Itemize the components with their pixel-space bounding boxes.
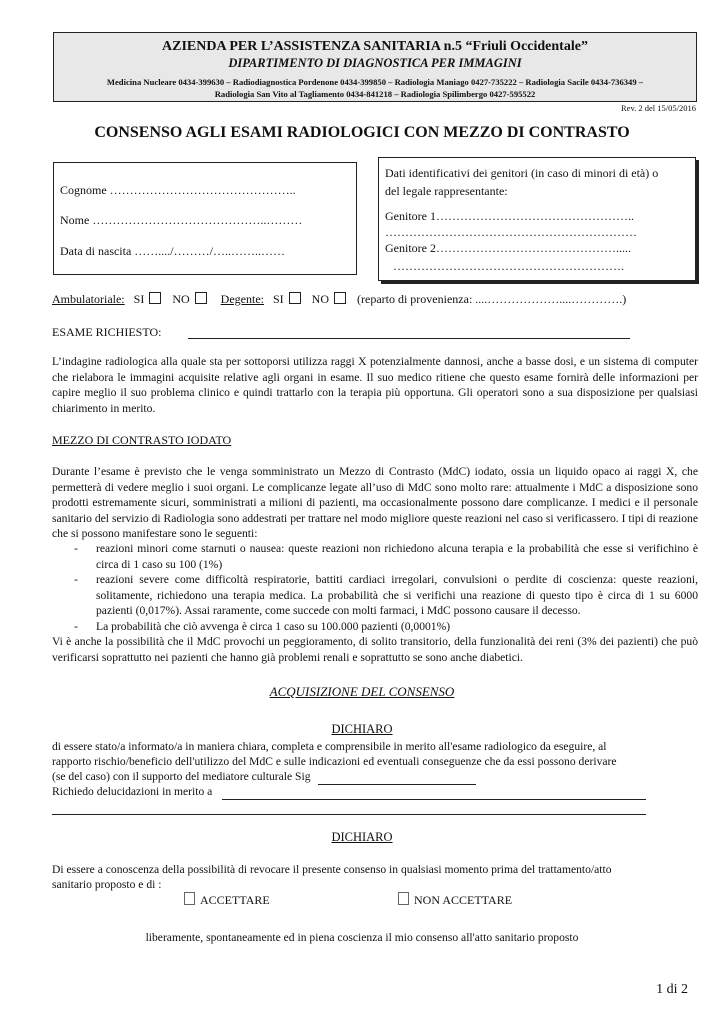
declaration-block bbox=[52, 739, 698, 799]
contrast-section-heading: MEZZO DI CONTRASTO IODATO bbox=[52, 433, 232, 447]
exam-label: ESAME RICHIESTO: bbox=[52, 325, 162, 339]
birthdate-field[interactable]: Data di nascita ……..../………/…..……..…… bbox=[60, 244, 285, 258]
closing-statement: liberamente, spontaneamente ed in piena coscienza il mio consenso all'atto sanitario proposto bbox=[145, 931, 579, 944]
admission-row bbox=[52, 292, 626, 307]
intro-paragraph: L’indagine radiologica alla quale sta per sottoporsi utilizza raggi X potenzialmente dannosi, anche a basse dosi, e un sistema di computer che rielabora le immagini acquisite relative agli organi in esame. Il suo medico ritiene che questo esame fornirà delle informazioni per capire meglio il suo problema clinico e quindi trattarlo con la terapia più opportuna. Gli operatori sono a sua disposizione per qualsiasi chiarimento in merito. bbox=[52, 355, 698, 415]
accept-label: ACCETTARE bbox=[200, 893, 270, 907]
reject-label: NON ACCETTARE bbox=[414, 893, 513, 907]
header-box bbox=[53, 32, 697, 102]
exam-line[interactable] bbox=[188, 338, 630, 339]
inpatient-no-label: NO bbox=[311, 292, 329, 306]
consent-heading: ACQUISIZIONE DEL CONSENSO bbox=[269, 684, 455, 699]
revision-label: Rev. 2 del 15/05/2016 bbox=[621, 103, 696, 113]
surname-field[interactable]: Cognome ……………………………………….. bbox=[60, 183, 296, 197]
revoke-line-2: sanitario proposto e di : bbox=[52, 878, 162, 891]
revoke-line-1: Di essere a conoscenza della possibilità di revocare il presente consenso in qualsiasi momento prima del trattamento/atto bbox=[52, 863, 612, 876]
declaration-line-1: di essere stato/a informato/a in maniera chiara, completa e comprensibile in merito all'esame radiologico da eseguire, al bbox=[52, 740, 607, 753]
outpatient-label: Ambulatoriale: bbox=[52, 292, 125, 306]
parent-2-field-cont[interactable]: …………………………………………………. bbox=[393, 259, 624, 273]
phones-line-2: Radiologia San Vito al Tagliamento 0434-841218 – Radiologia Spilimbergo 0427-595522 bbox=[214, 89, 536, 99]
contrast-paragraph: Durante l’esame è previsto che le venga somministrato un Mezzo di Contrasto (MdC) iodato, ossia un liquido opaco ai raggi X, che permetterà di vedere meglio i suoi organi. Le complicanze legate all’uso di MdC sono molto rare: attualmente i MdC a disposizione sono prodotti estremamente sicuri, somministrati a milioni di pazienti, ma occasionalmente possono dare complicanze. I medici e il personale sanitario del servizio di Radiologia sono addestrati per trattare nel modo migliore queste reazioni nel caso si verificassero. I tipi di reazione che si possono manifestare sono le seguenti: bbox=[52, 465, 698, 540]
clarification-line[interactable] bbox=[222, 799, 646, 800]
declaration-line-3: (se del caso) con il supporto del mediatore culturale Sig bbox=[52, 770, 311, 783]
outpatient-no-label: NO bbox=[172, 292, 190, 306]
reject-checkbox[interactable] bbox=[398, 892, 409, 905]
kidney-paragraph: Vi è anche la possibilità che il MdC provochi un peggioramento, di solito transitorio, della funzionalità dei reni (3% dei pazienti) che può verificarsi soprattutto nei pazienti che hanno già problemi renali e soprattutto se sono anche diabetici. bbox=[52, 635, 698, 664]
department-name: DIPARTIMENTO DI DIAGNOSTICA PER IMMAGINI bbox=[228, 56, 522, 70]
outpatient-no-checkbox[interactable] bbox=[195, 292, 207, 304]
inpatient-yes-label: SI bbox=[272, 292, 284, 306]
name-field[interactable]: Nome ……………………………………..……… bbox=[60, 213, 303, 227]
inpatient-yes-checkbox[interactable] bbox=[289, 292, 301, 304]
parent-1-field[interactable]: Genitore 1………………………………………….. bbox=[385, 209, 634, 223]
reaction-list bbox=[52, 541, 698, 634]
parent-2-field[interactable]: Genitore 2………………………………………..... bbox=[385, 241, 631, 255]
patient-box bbox=[53, 162, 357, 275]
parent-1-field-cont[interactable]: ……………………………………………………… bbox=[385, 225, 637, 239]
revoke-block bbox=[52, 862, 698, 892]
list-item: - reazioni minori come starnuti o nausea: queste reazioni non richiedono alcuna terapia e la probabilità che esse si verifichino è circa di 1 caso su 100 (1%) bbox=[52, 541, 698, 572]
inpatient-no-checkbox[interactable] bbox=[334, 292, 346, 304]
inpatient-label: Degente: bbox=[220, 292, 264, 306]
ward-field[interactable]: (reparto di provenienza: ....………………....………….) bbox=[357, 292, 627, 306]
guardian-heading-2: del legale rappresentante: bbox=[385, 184, 508, 198]
page-number: 1 di 2 bbox=[656, 982, 688, 997]
accept-option[interactable] bbox=[184, 892, 270, 908]
accept-checkbox[interactable] bbox=[184, 892, 195, 905]
org-name: AZIENDA PER L’ASSISTENZA SANITARIA n.5 “Friuli Occidentale” bbox=[162, 39, 588, 54]
guardian-heading-1: Dati identificativi dei genitori (in caso di minori di età) o bbox=[385, 166, 659, 180]
list-item: - La probabilità che ciò avvenga è circa 1 caso su 100.000 pazienti (0,0001%) bbox=[52, 619, 698, 635]
declare-heading-1: DICHIARO bbox=[331, 722, 393, 736]
declaration-line-2: rapporto rischio/beneficio dell'utilizzo del MdC e sulle indicazioni ed eventuali conseguenze che da essi possono derivare bbox=[52, 755, 617, 768]
guardian-box bbox=[378, 157, 696, 281]
mediator-name-line[interactable] bbox=[318, 784, 476, 785]
phones-line-1: Medicina Nucleare 0434-399630 – Radiodiagnostica Pordenone 0434-399850 – Radiologia Maniago 0427-735222 – Radiologia Sacile 0434-736349 – bbox=[106, 77, 644, 87]
list-item: - reazioni severe come difficoltà respiratorie, battiti cardiaci irregolari, convulsioni o perdite di coscienza: queste reazioni, solitamente, richiedono una terapia medica. La probabilità che si verifichi una reazione di questo tipo è circa di 1 su 6000 pazienti (0,017%). Assai raramente, come succede con molti farmaci, i MdC possono causare il decesso. bbox=[52, 572, 698, 619]
declare-heading-2: DICHIARO bbox=[331, 830, 393, 844]
document-title: CONSENSO AGLI ESAMI RADIOLOGICI CON MEZZO DI CONTRASTO bbox=[94, 124, 630, 141]
outpatient-yes-checkbox[interactable] bbox=[149, 292, 161, 304]
outpatient-yes-label: SI bbox=[133, 292, 145, 306]
clarification-line-2[interactable] bbox=[52, 814, 646, 815]
declaration-line-4: Richiedo delucidazioni in merito a bbox=[52, 785, 213, 798]
reject-option[interactable] bbox=[398, 892, 512, 908]
